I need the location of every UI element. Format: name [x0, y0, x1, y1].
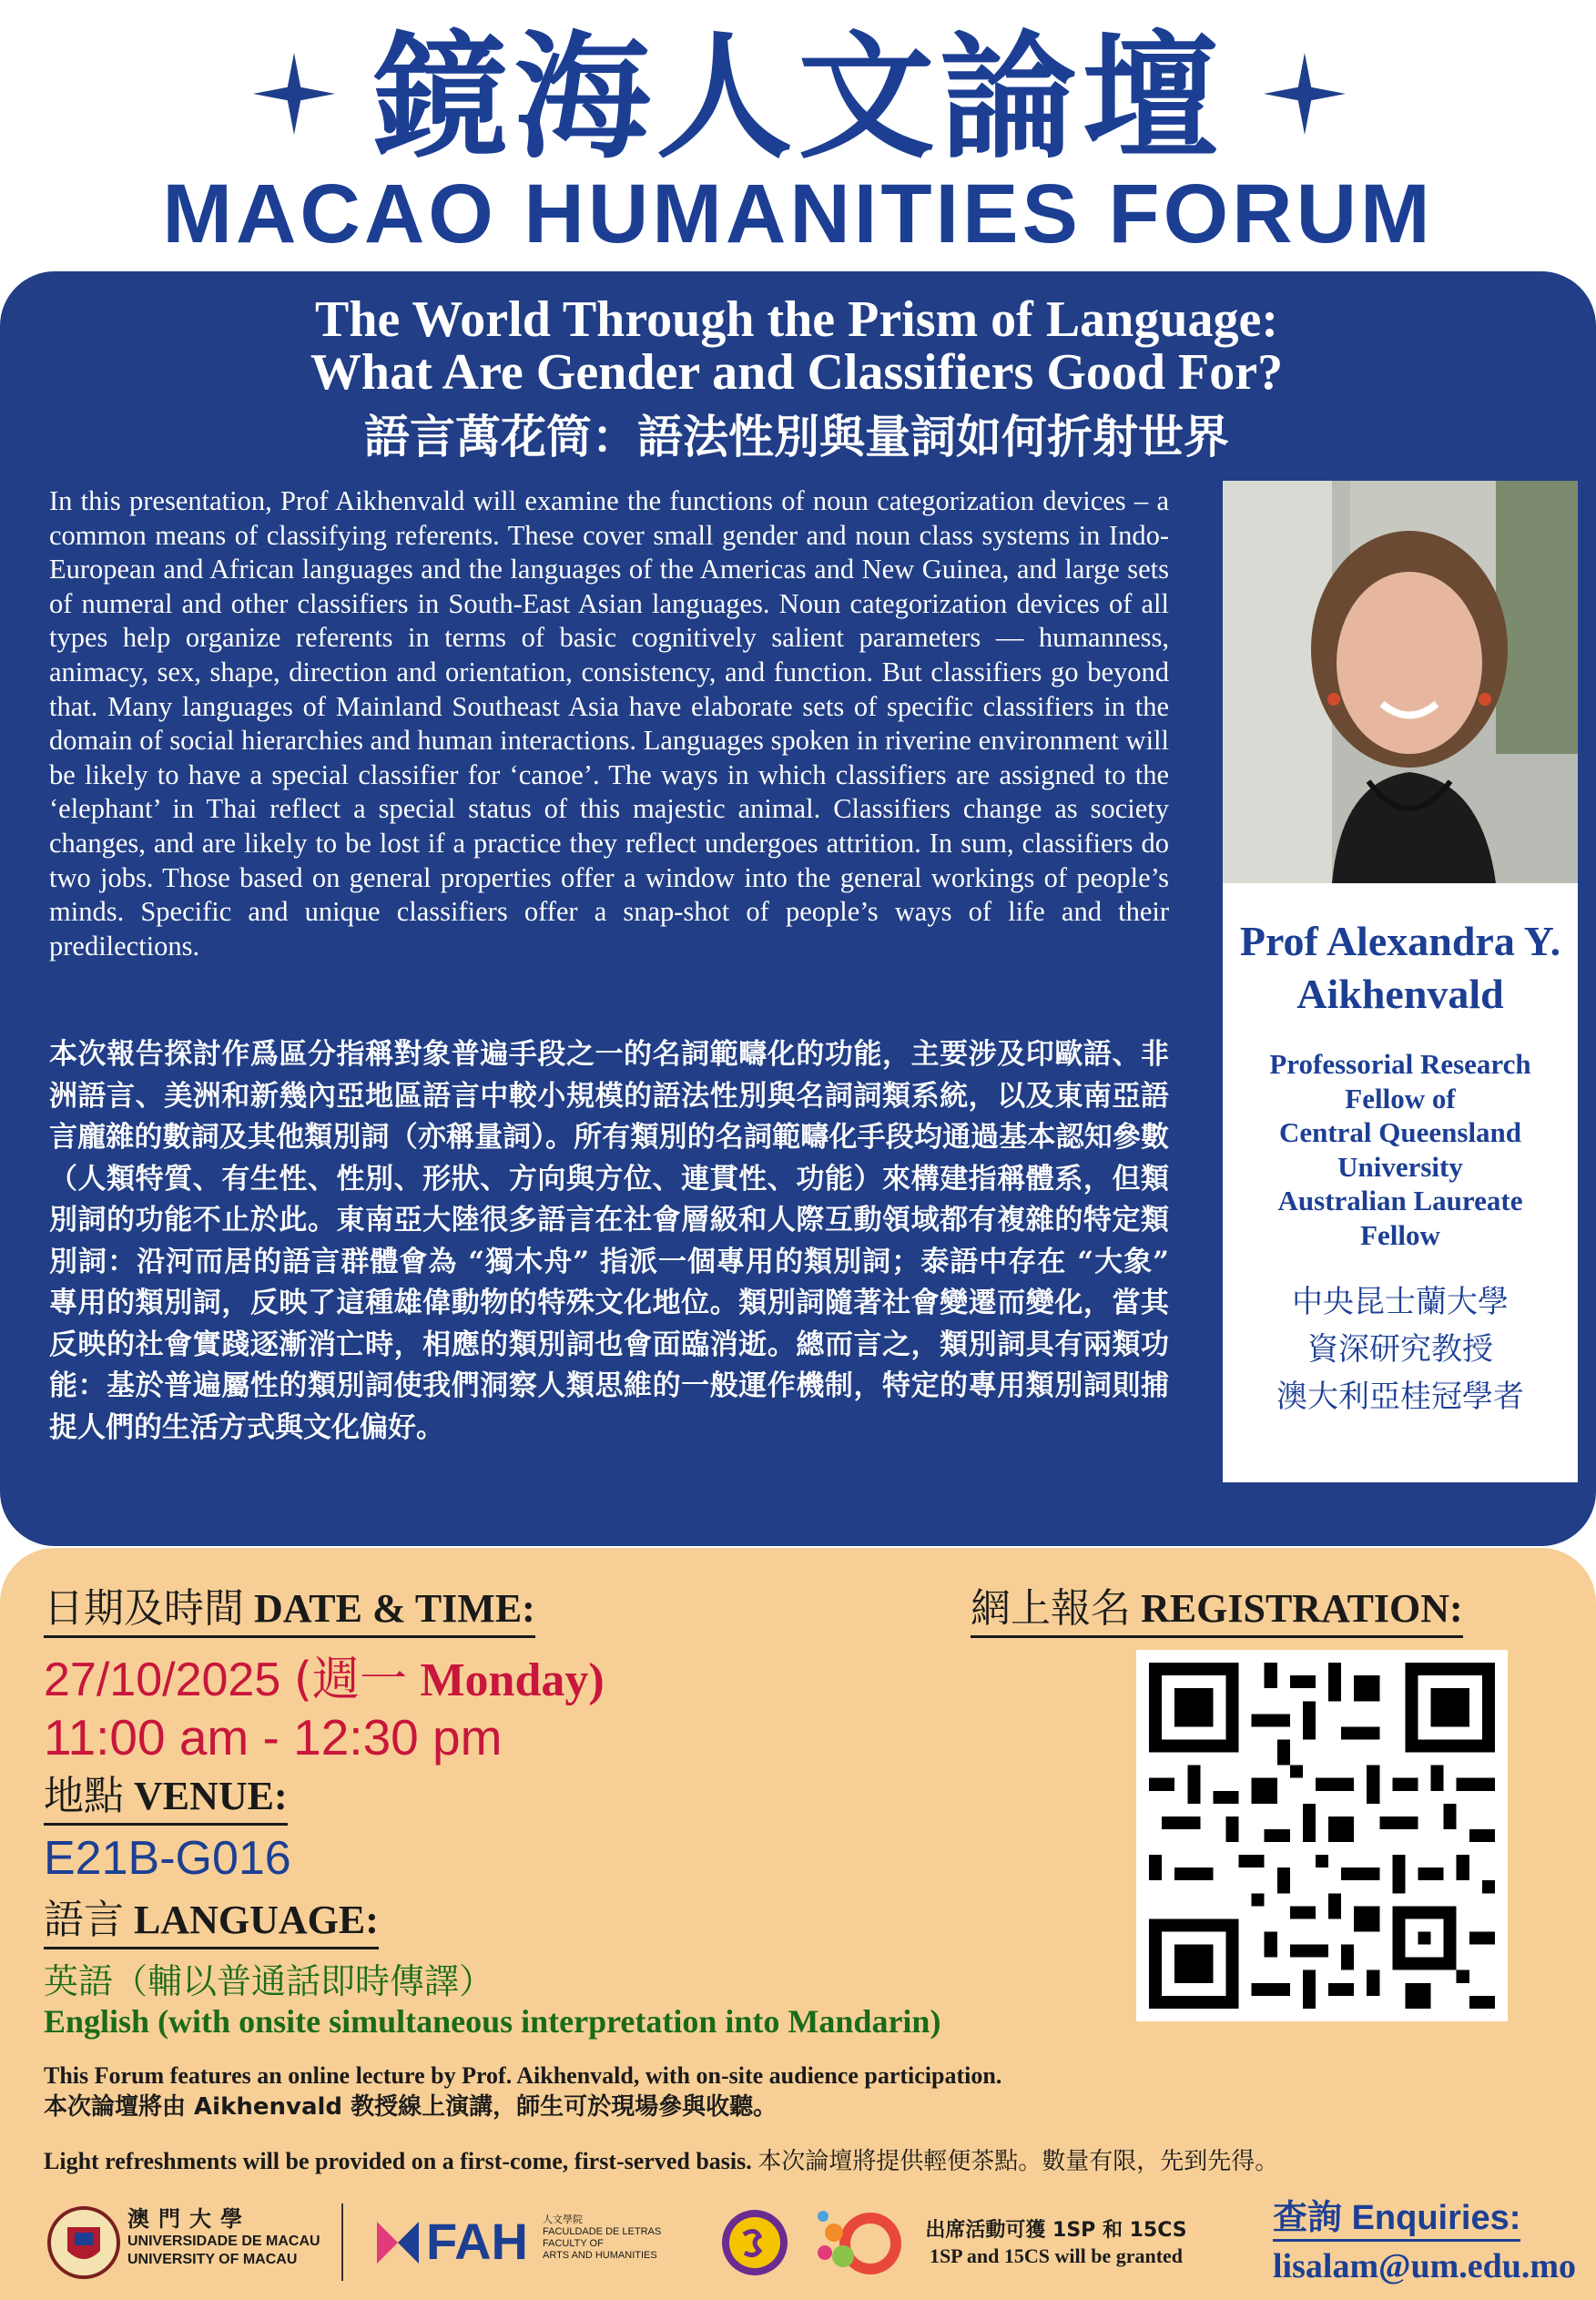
- forum-title-zh: 鏡海人文論壇: [371, 17, 1225, 178]
- registration-heading-zh: 網上報名: [971, 1585, 1131, 1632]
- abstract-en: In this presentation, Prof Aikhenvald will examine the functions of noun categorization devices – a common means of classifying referents. These cover small gender and noun class systems in Indo-European and African languages and the languages of the Americas and New Guinea, and large sets of numeral and other classifiers in South-East Asian languages. Noun categorization devices of all types help organize referents in terms of basic cognitively salient parameters — humanness, animacy, sex, shape, direction and orientation, consistency, and function. But classifiers go beyond that. Many languages of Mainland Southeast Asia have elaborate sets of specific classifiers in the domain of social hierarchies and human interactions. Languages spoken in riverine environment will be likely to have a special classifier for ‘canoe’. The ways in which classifiers are assigned to the ‘elephant’ in Thai reflect a special status of this majestic animal. Classifiers change as society changes, and are likely to be lost if a practice they reflect undergoes attrition. In sum, classifiers do two jobs. Those based on general properties offer a window into the general workings of people’s minds. Specific and unique classifiers offer a snap-shot of people’s ways of life and their predilections.: [49, 485, 1169, 962]
- registration-qr-code[interactable]: [1136, 1650, 1508, 2021]
- online-note-zh: 本次論壇將由 Aikhenvald 教授線上演講，師生可於現場參與收聽。: [44, 2093, 778, 2121]
- logo-divider: [341, 2203, 343, 2281]
- venue-heading-zh: 地點: [44, 1773, 124, 1819]
- fah-mark-icon: [377, 2222, 419, 2264]
- speaker-name-line2: Aikhenvald: [1296, 971, 1504, 1017]
- speaker-title-zh-line: 澳大利亞桂冠學者: [1276, 1379, 1524, 1415]
- date-heading: [44, 1584, 535, 1638]
- um-name: [127, 2205, 320, 2269]
- fah-sub-line: FACULDADE DE LETRAS: [543, 2226, 662, 2237]
- fah-sub-line: ARTS AND HUMANITIES: [543, 2250, 657, 2261]
- speaker-title-zh-line: 中央昆士蘭大學: [1292, 1284, 1509, 1320]
- registration-heading-en: REGISTRATION:: [1141, 1586, 1463, 1631]
- language-heading: [44, 1896, 379, 1949]
- online-note-en: This Forum features an online lecture by Prof. Aikhenvald, with on-site audience participation.: [44, 2062, 1002, 2089]
- speaker-title-line: University: [1337, 1150, 1463, 1183]
- date-heading-en: DATE & TIME:: [254, 1586, 535, 1631]
- speaker-name-line1: Prof Alexandra Y.: [1239, 918, 1561, 964]
- sp-logo: [719, 2207, 790, 2278]
- forum-title-en: MACAO HUMANITIES FORUM: [162, 168, 1434, 260]
- abstract-zh: 本次報告探討作爲區分指稱對象普遍手段之一的名詞範疇化的功能，主要涉及印歐語、非洲語言、美洲和新幾內亞地區語言中較小規模的語法性別與名詞詞類系統，以及東南亞語言龐雜的數詞及其他類別詞（亦稱量詞）。所有類別的名詞範疇化手段均通過基本認知參數（人類特質、有生性、性別、形狀、方向與方位、連貫性、功能）來構建指稱體系，但類別詞的功能不止於此。東南亞大陸很多語言在社會層級和人際互動領域都有複雜的特定類別詞：沿河而居的語言群體會為 “獨木舟” 指派一個專用的類別詞；泰語中存在 “大象” 專用的類別詞，反映了這種雄偉動物的特殊文化地位。類別詞隨著社會變遷而變化，當其反映的社會實踐逐漸消亡時，相應的類別詞也會面臨消逝。總而言之，類別詞具有兩類功能：基於普遍屬性的類別詞使我們洞察人類思維的一般運作機制，特定的專用類別詞則捕捉人們的生活方式與文化偏好。: [49, 1038, 1169, 1444]
- speaker-title-zh: [1223, 1278, 1578, 1420]
- date-value: [44, 1652, 605, 1709]
- um-name-pt: UNIVERSIDADE DE MACAU: [127, 2234, 320, 2249]
- refreshments-note-en: Light refreshments will be provided on a first-come, first-served basis.: [44, 2148, 752, 2174]
- enquiries-heading-en: Enquiries:: [1351, 2199, 1521, 2237]
- speaker-title-line: Fellow: [1360, 1218, 1440, 1251]
- speaker-title-line: Australian Laureate: [1277, 1185, 1523, 1216]
- speaker-name: [1223, 915, 1578, 1021]
- speaker-title-line: Fellow of: [1345, 1082, 1456, 1114]
- credit-note-zh: 出席活動可獲 1SP 和 15CS: [925, 2219, 1187, 2242]
- language-heading-zh: 語言: [44, 1897, 124, 1943]
- date-text: 27/10/2025: [44, 1654, 281, 1706]
- date-heading-zh: 日期及時間: [44, 1585, 244, 1632]
- refreshments-note-zh: 本次論壇將提供輕便茶點。數量有限，先到先得。: [757, 2148, 1279, 2175]
- speaker-portrait: [1223, 481, 1578, 883]
- person-logo: [807, 2200, 916, 2282]
- um-crest-logo: [47, 2203, 120, 2282]
- venue-heading-en: VENUE:: [134, 1774, 288, 1818]
- speaker-title: [1223, 1047, 1578, 1252]
- credit-note-en: 1SP and 15CS will be granted: [929, 2244, 1184, 2267]
- language-value-en: English (with onsite simultaneous interpretation into Mandarin): [44, 2003, 941, 2040]
- um-name-en: UNIVERSITY OF MACAU: [127, 2252, 298, 2267]
- language-heading-en: LANGUAGE:: [134, 1898, 379, 1942]
- fah-sub-line: FACULTY OF: [543, 2238, 604, 2249]
- speaker-title-zh-line: 資深研究教授: [1307, 1331, 1493, 1368]
- fah-sub-line: 人文學院: [543, 2214, 583, 2225]
- date-weekday-en: Monday): [420, 1654, 605, 1706]
- venue-heading: [44, 1772, 288, 1826]
- talk-title-line1: The World Through the Prism of Language:: [315, 291, 1278, 348]
- enquiries-heading-zh: 查詢: [1273, 2197, 1343, 2237]
- fah-subtitle: [543, 2214, 661, 2262]
- date-weekday-zh: (週一: [293, 1653, 408, 1707]
- fah-logo: FAH: [426, 2213, 528, 2270]
- talk-title-zh: 語言萬花筒：語法性別與量詞如何折射世界: [364, 410, 1229, 463]
- registration-heading: [971, 1584, 1463, 1638]
- refreshments-note: [44, 2147, 1278, 2176]
- talk-title: [127, 293, 1466, 399]
- talk-title-line2: What Are Gender and Classifiers Good For?: [310, 344, 1284, 401]
- enquiries-heading: [1273, 2196, 1520, 2242]
- venue-value: E21B-G016: [44, 1832, 291, 1885]
- language-value-zh: 英語（輔以普通話即時傳譯）: [44, 1961, 494, 2001]
- um-name-zh: 澳門大學: [127, 2205, 251, 2232]
- time-value: 11:00 am - 12:30 pm: [44, 1709, 503, 1766]
- speaker-title-line: Professorial Research: [1269, 1048, 1531, 1080]
- enquiries-email-link[interactable]: lisalam@um.edu.mo: [1273, 2247, 1577, 2285]
- speaker-title-line: Central Queensland: [1278, 1116, 1522, 1148]
- credit-note: [920, 2218, 1193, 2269]
